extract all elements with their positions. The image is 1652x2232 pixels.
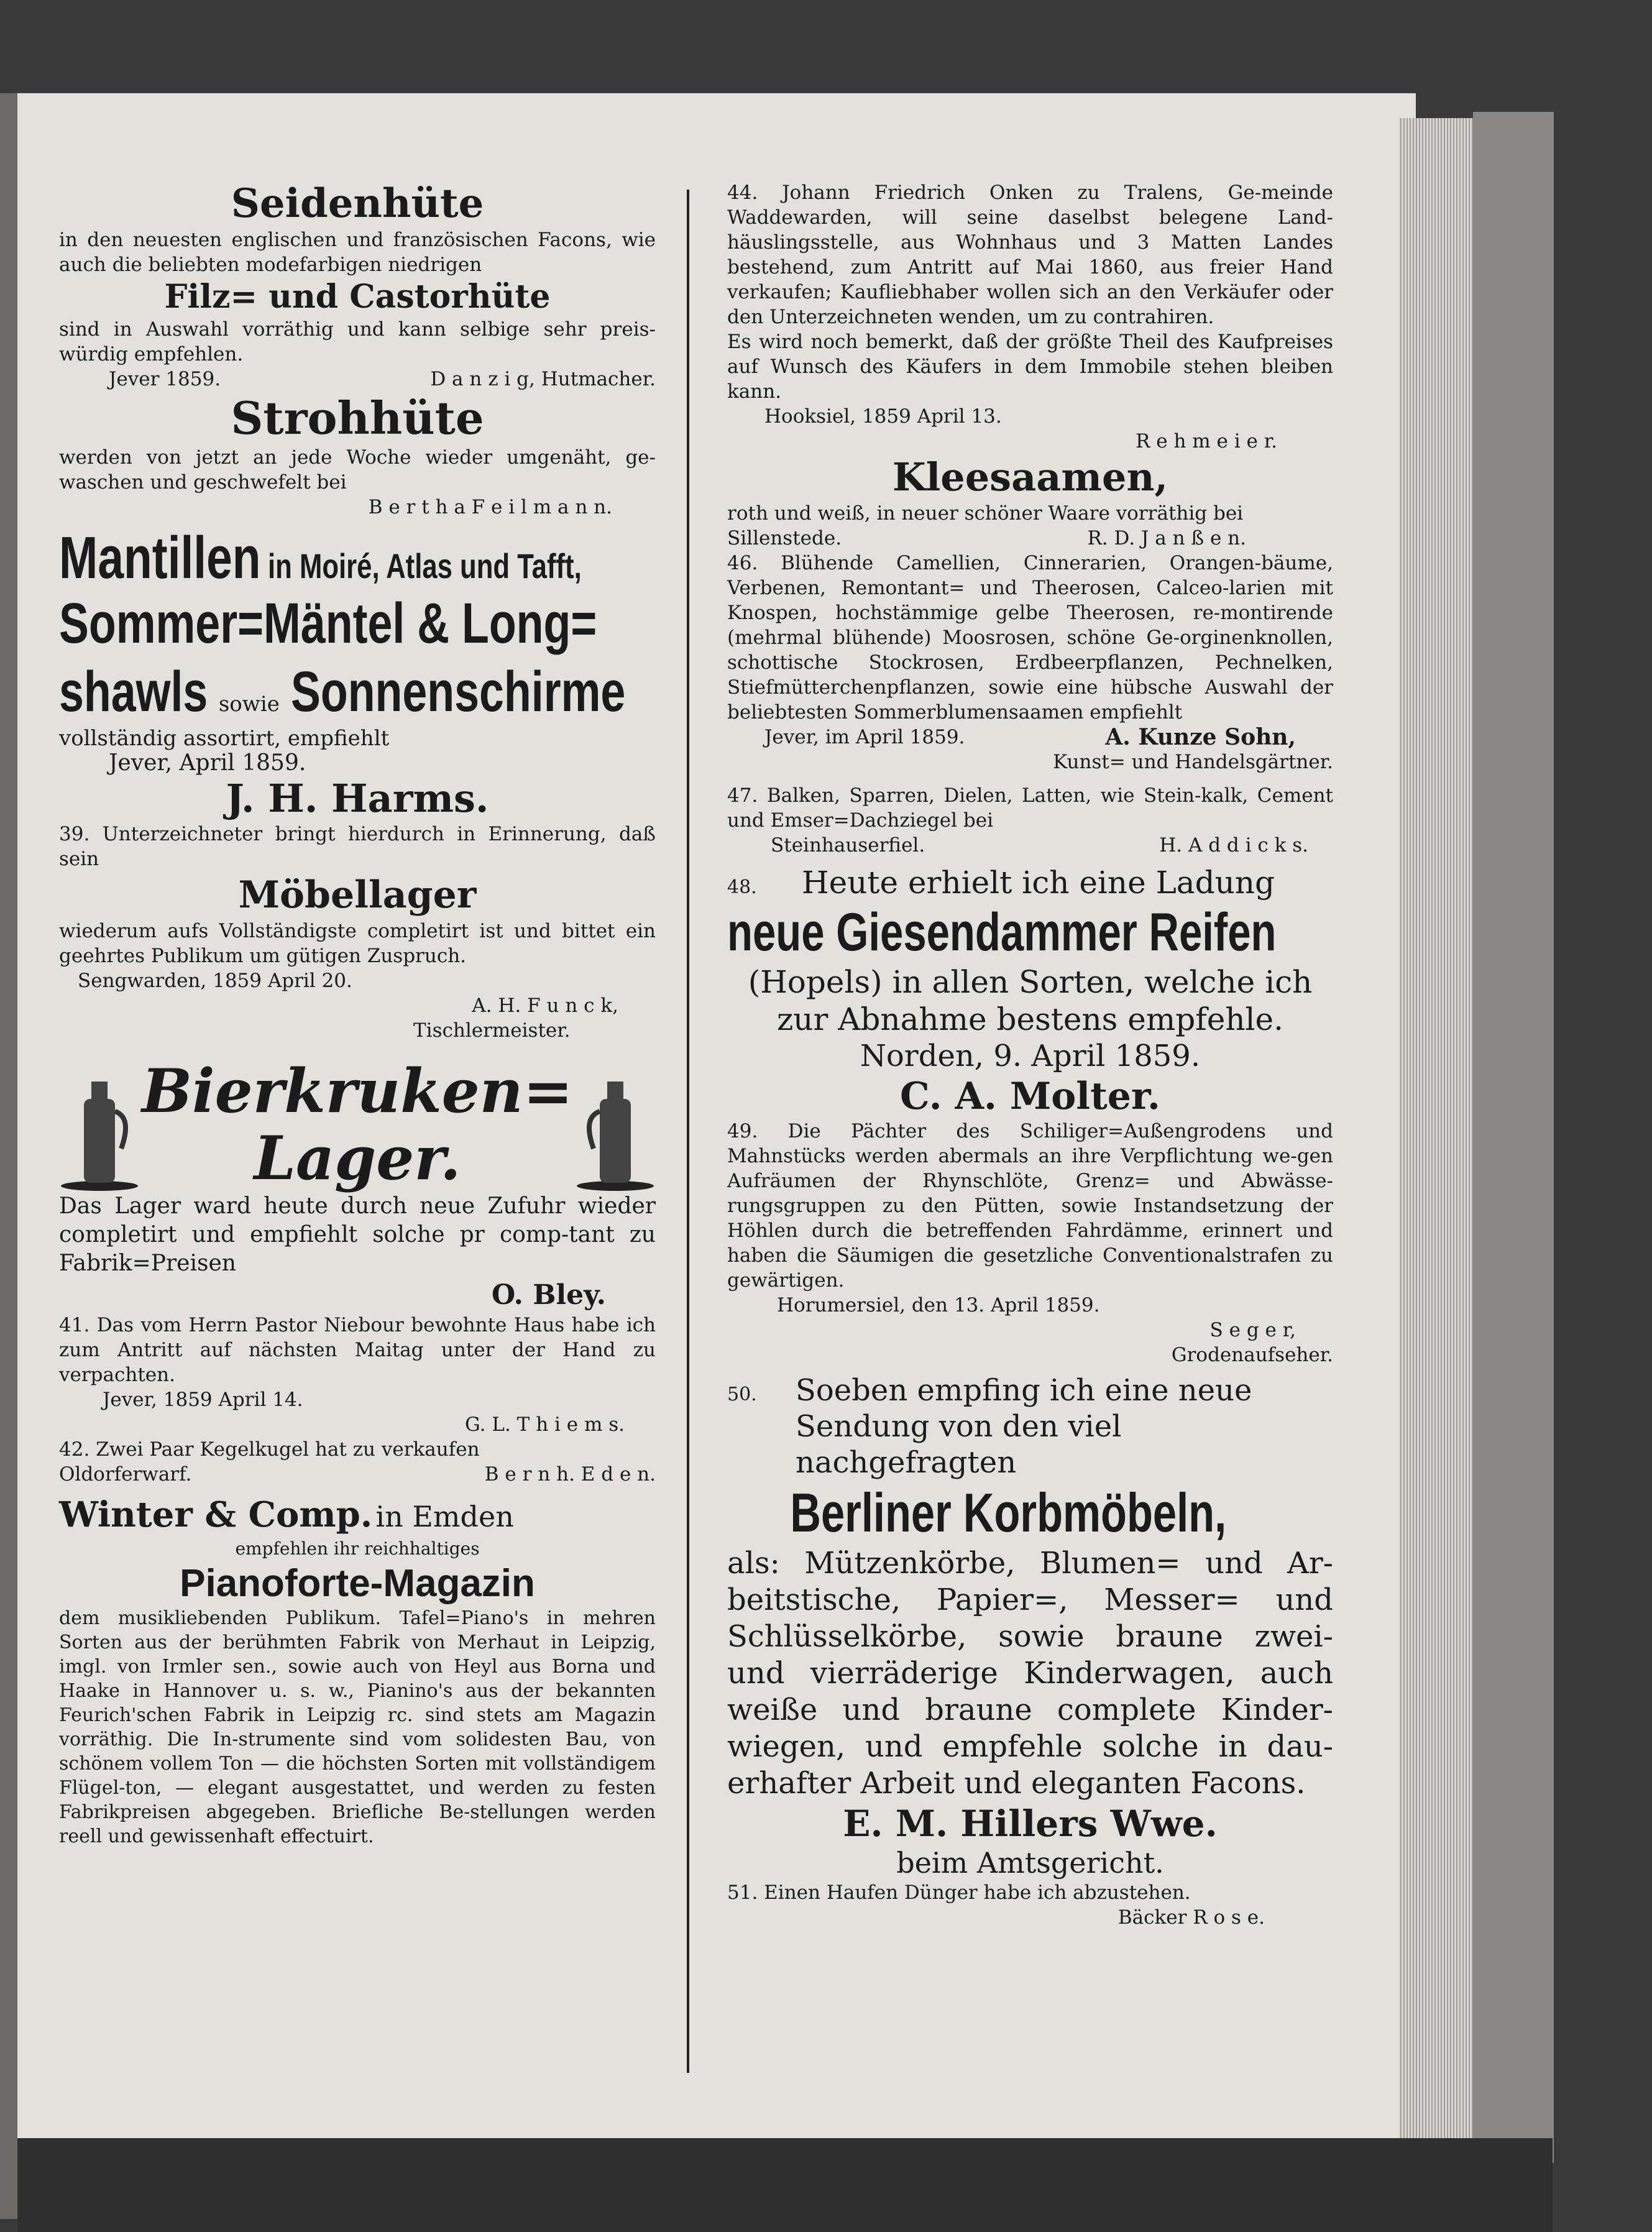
n50-header-row	[727, 1372, 1333, 1481]
klee-heading: Kleesaamen,	[892, 454, 1168, 500]
n42-signature: B e r n h. E d e n.	[484, 1463, 656, 1486]
moebel-place: Sengwarden, 1859 April 20.	[78, 970, 352, 992]
seide-heading: Seidenhüte	[231, 180, 484, 227]
mantillen-text: vollständig assortirt, empfiehlt	[59, 726, 390, 751]
danzig-place: Jever 1859.	[109, 368, 221, 390]
shawls-line	[59, 658, 656, 726]
n48-signature: C. A. Molter.	[900, 1075, 1160, 1118]
n49-sign-name: S e g e r,	[1209, 1319, 1296, 1341]
n42-signature-row	[59, 1462, 656, 1487]
n51-signature: Bäcker R o s e.	[1117, 1906, 1265, 1929]
n47-signature: H. A d d i c k s.	[1159, 834, 1308, 857]
n50-number: 50.	[727, 1384, 757, 1405]
left-column	[59, 180, 656, 1849]
n44-text-2: Es wird noch bemerkt, daß der größte Theil des Kaufpreises auf Wunsch des Käufers in dem Immobile stehen bleiben kann.	[727, 331, 1333, 403]
klee-signature-row	[727, 526, 1333, 551]
n41-text: 41. Das vom Herrn Pastor Niebour bewohnte Haus habe ich zum Antritt auf nächsten Maitag unter der Hand zu verpachten.	[59, 1314, 656, 1386]
klee-text: roth und weiß, in neuer schöner Waare vorräthig bei	[727, 502, 1244, 525]
book-bottom-edge	[17, 2138, 1553, 2232]
book-cover-edge	[1473, 112, 1554, 2163]
shawls-sowie: sowie	[218, 692, 280, 717]
filz-heading: Filz= und Castorhüte	[164, 278, 551, 316]
mantillen-line	[59, 527, 656, 589]
stroh-heading: Strohhüte	[231, 392, 484, 444]
n47-signature-row	[727, 833, 1333, 858]
n44-signature: R e h m e i e r.	[1136, 430, 1277, 452]
harms-signature: J. H. Harms.	[226, 776, 489, 821]
bierkruken-text: Das Lager ward heute durch neue Zufuhr wieder completirt und empfiehlt solche pr comp-tant zu Fabrik=Preisen	[59, 1193, 656, 1276]
filz-text: sind in Auswahl vorräthig und kann selbige sehr preis-würdig empfehlen.	[59, 318, 656, 365]
n51-text: 51. Einen Haufen Dünger habe ich abzustehen.	[727, 1881, 1191, 1904]
page-stack-edge	[1398, 118, 1473, 2157]
moebel-heading: Möbellager	[238, 873, 477, 917]
book-left-edge	[0, 93, 17, 2219]
moebel-sign-name: A. H. F u n c k,	[472, 994, 618, 1017]
n46-signature-trade: Kunst= und Handelsgärtner.	[1053, 751, 1333, 773]
klee-signature: R. D. J a n ß e n.	[1087, 527, 1246, 549]
n46-signature-row	[727, 725, 1333, 750]
n50-signature: E. M. Hillers Wwe.	[843, 1803, 1218, 1845]
n41-signature: G. L. T h i e m s.	[465, 1413, 625, 1436]
n48-header-row	[727, 864, 1333, 901]
shawls-word: shawls	[59, 660, 208, 723]
winter-sub: empfehlen ihr reichhaltiges	[235, 1538, 480, 1559]
column-rule	[687, 190, 689, 2073]
stroh-text: werden von jetzt an jede Woche wieder umgenäht, ge-waschen und geschwefelt bei	[59, 446, 656, 494]
n48-big-line: neue Giesendammer Reifen	[727, 902, 1277, 962]
piano-heading: Pianoforte-Magazin	[180, 1562, 535, 1605]
winter-heading: Winter & Comp.	[59, 1494, 373, 1535]
n44-text: 44. Johann Friedrich Onken zu Tralens, Ge-meinde Waddewarden, will seine daselbst belegene Land-häuslingsstelle, aus Wohnhaus und 3 Matten Landes bestehend, zum Antritt auf Mai 1860, aus freier Hand verkaufen; Kaufliebhaber wollen sich an den Verkäufer oder den Unterzeichneten wenden, um zu contrahiren.	[727, 181, 1333, 328]
n49-sign-trade: Grodenaufseher.	[1171, 1344, 1333, 1366]
seide-text: in den neuesten englischen und französischen Facons, wie auch die beliebten modefarbigen niedrigen	[59, 229, 656, 276]
n48-number: 48.	[727, 876, 757, 898]
winter-heading-rest: in Emden	[375, 1500, 514, 1533]
n48-line1: Heute erhielt ich eine Ladung	[802, 865, 1275, 901]
bierkruken-title	[140, 1058, 575, 1192]
n49-place: Horumersiel, den 13. April 1859.	[777, 1294, 1100, 1316]
n39-text: 39. Unterzeichneter bringt hierdurch in Erinnerung, daß sein	[59, 823, 656, 870]
n50-line1: Soeben empfing ich eine neue Sendung von den viel nachgefragten	[796, 1373, 1252, 1480]
moebel-sign-trade: Tischlermeister.	[413, 1019, 571, 1042]
n46-text: 46. Blühende Camellien, Cinnerarien, Orangen-bäume, Verbenen, Remontant= und Theerosen, Calceo-larien mit Knospen, hochstämmige gelbe Theerosen, re-montirende (mehrmal blühende) Moosrosen, schöne Ge-orginenknollen, schottische Stockrosen, Erdbeerpflanzen, Pechnelken, Stiefmütterchenpflanzen, sowie eine hübsche Auswahl der beliebtesten Sommerblumensaamen empfiehlt	[727, 552, 1333, 723]
mantillen-rest: in Moiré, Atlas und Tafft,	[268, 546, 582, 586]
n49-text: 49. Die Pächter des Schiliger=Außengrodens und Mahnstücks werden abermals an ihre Verpflichtung we-gen Aufräumen der Rhynschlöte, Grenz= und Abwässe-rungsgruppen zu den Pütten, sowie Instandsetzung der Höhlen durch die betreffenden Fahrdämme, erinnert und haben die Säumigen die gesetzliche Conventionalstrafen zu gewärtigen.	[727, 1120, 1333, 1292]
bierkruken-title-line2: Lager.	[254, 1123, 461, 1193]
sommer-line: Sommer=Mäntel & Long=	[59, 592, 597, 655]
piano-text: dem musikliebenden Publikum. Tafel=Piano's in mehren Sorten aus der berühmten Fabrik von Merhaut in Leipzig, imgl. von Irmler sen., sowie auch von Heyl aus Borna und Haake in Hannover u. s. w., Pianino's aus der bekannten Feurich'schen Fabrik in Leipzig rc. sind stets am Magazin vorräthig. Die In-strumente sind vom solidesten Bau, von schönem vollem Ton — die höchsten Sorten mit vollständigem Flügel-ton, — elegant ausgestattet, und werden zu festen Fabrikpreisen abgegeben. Briefliche Be-stellungen werden reell und gewissenhaft effectuirt.	[59, 1607, 656, 1847]
beer-jug-icon	[59, 1074, 140, 1192]
moebel-text: wiederum aufs Vollständigste completirt ist und bittet ein geehrtes Publikum um gütigen Zuspruch.	[59, 920, 656, 967]
bierkruken-banner	[59, 1055, 656, 1192]
n50-sub: beim Amtsgericht.	[896, 1846, 1164, 1880]
n48-place: Norden, 9. April 1859.	[860, 1039, 1201, 1073]
bierkruken-title-line1: Bierkruken=	[142, 1056, 573, 1126]
n47-place: Steinhauserfiel.	[771, 834, 925, 857]
sonnenschirme-word: Sonnenschirme	[290, 660, 626, 723]
stroh-signature: B e r t h a F e i l m a n n.	[368, 496, 612, 518]
beer-jug-icon	[575, 1074, 656, 1192]
n48-line2: (Hopels) in allen Sorten, welche ich zur Abnahme bestens empfehle.	[748, 964, 1313, 1037]
mantillen-place: Jever, April 1859.	[109, 750, 306, 776]
n50-text: als: Mützenkörbe, Blumen= und Ar-beitstische, Papier=, Messer= und Schlüsselkörbe, sowie braune zwei- und vierräderige Kinderwagen, auch weiße und braune complete Kinder-wiegen, und empfehle solche in dau-erhafter Arbeit und eleganten Facons.	[727, 1546, 1333, 1801]
n46-place: Jever, im April 1859.	[764, 726, 965, 748]
n46-signature: A. Kunze Sohn,	[1105, 724, 1296, 750]
n44-place: Hooksiel, 1859 April 13.	[764, 405, 1002, 428]
n42-text: 42. Zwei Paar Kegelkugel hat zu verkaufen	[59, 1438, 480, 1461]
winter-heading-line	[59, 1493, 656, 1536]
klee-place: Sillenstede.	[727, 527, 842, 549]
right-column	[727, 180, 1333, 1930]
bley-signature: O. Bley.	[491, 1279, 606, 1311]
n42-place: Oldorferwarf.	[59, 1463, 192, 1486]
n50-big-line: Berliner Korbmöbeln,	[790, 1482, 1227, 1543]
danzig-signature-row	[59, 367, 656, 392]
n41-place: Jever, 1859 April 14.	[103, 1389, 303, 1411]
danzig-signature: D a n z i g, Hutmacher.	[430, 368, 656, 390]
n47-text: 47. Balken, Sparren, Dielen, Latten, wie Stein-kalk, Cement und Emser=Dachziegel bei	[727, 784, 1333, 832]
mantillen-word: Mantillen	[59, 525, 261, 591]
